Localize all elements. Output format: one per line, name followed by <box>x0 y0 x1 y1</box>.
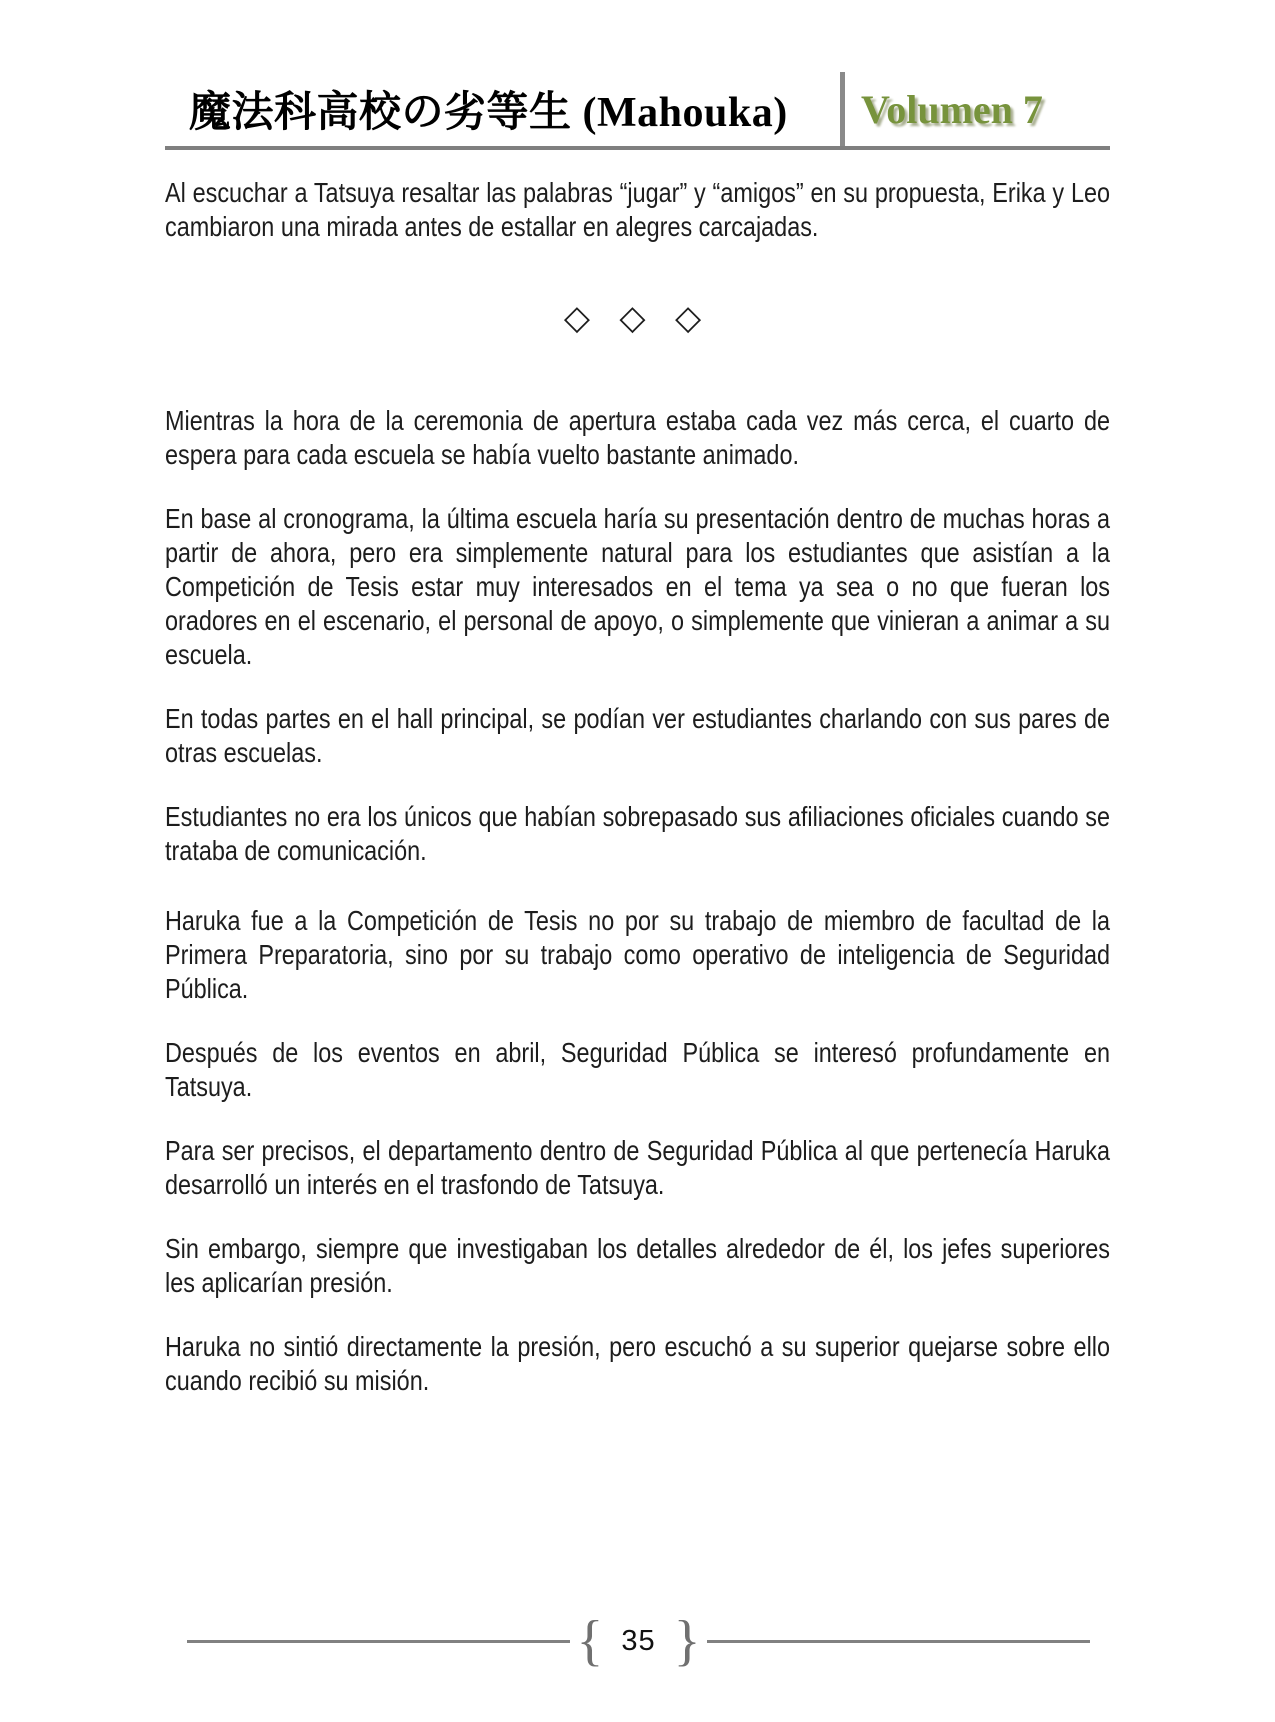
page-header <box>165 72 1110 150</box>
page-number-brace-left: { <box>576 1610 604 1672</box>
page-number: 35 <box>621 1624 656 1657</box>
volume-label: Volumen 7 <box>861 86 1043 132</box>
page-number-brace-right: } <box>673 1610 701 1672</box>
document-page <box>0 72 1275 1722</box>
paragraph: En base al cronograma, la última escuela haría su presentación dentro de muchas horas a partir de ahora, pero era simplemente natural para los estudiantes que asistían a la Competición de Tesis estar muy interesados en el tema ya sea o no que fueran los oradores en el escenario, el personal de apoyo, o simplemente que vinieran a animar a su escuela. <box>165 503 1111 670</box>
paragraph: Haruka no sintió directamente la presión, pero escuchó a su superior quejarse sobre ello cuando recibió su misión. <box>165 1331 1111 1396</box>
paragraph: Sin embargo, siempre que investigaban los detalles alrededor de él, los jefes superiores les aplicarían presión. <box>165 1233 1111 1298</box>
paragraph: Al escuchar a Tatsuya resaltar las palabras “jugar” y “amigos” en su propuesta, Erika y Leo cambiaron una mirada antes de estallar en alegres carcajadas. <box>165 177 1111 242</box>
paragraph: Mientras la hora de la ceremonia de apertura estaba cada vez más cerca, el cuarto de espera para cada escuela se había vuelto bastante animado. <box>165 405 1111 470</box>
book-title: 魔法科高校の劣等生 (Mahouka) <box>189 90 788 136</box>
footer-rule-left <box>187 1640 570 1643</box>
paragraph: Para ser precisos, el departamento dentro de Seguridad Pública al que pertenecía Haruka desarrolló un interés en el trasfondo de Tatsuya. <box>165 1135 1111 1200</box>
paragraph: Haruka fue a la Competición de Tesis no por su trabajo de miembro de facultad de la Primera Preparatoria, sino por su trabajo como operativo de inteligencia de Seguridad Pública. <box>165 905 1111 1004</box>
page-footer <box>165 1610 1110 1672</box>
paragraph: Estudiantes no era los únicos que habían sobrepasado sus afiliaciones oficiales cuando se trataba de comunicación. <box>165 801 1111 866</box>
paragraph: En todas partes en el hall principal, se podían ver estudiantes charlando con sus pares de otras escuelas. <box>165 703 1111 768</box>
footer-rule-right <box>707 1640 1090 1643</box>
paragraph: Después de los eventos en abril, Seguridad Pública se interesó profundamente en Tatsuya. <box>165 1037 1111 1102</box>
diamond-scene-separator: ◇ ◇ ◇ <box>563 299 712 337</box>
page-body <box>165 150 1110 1398</box>
